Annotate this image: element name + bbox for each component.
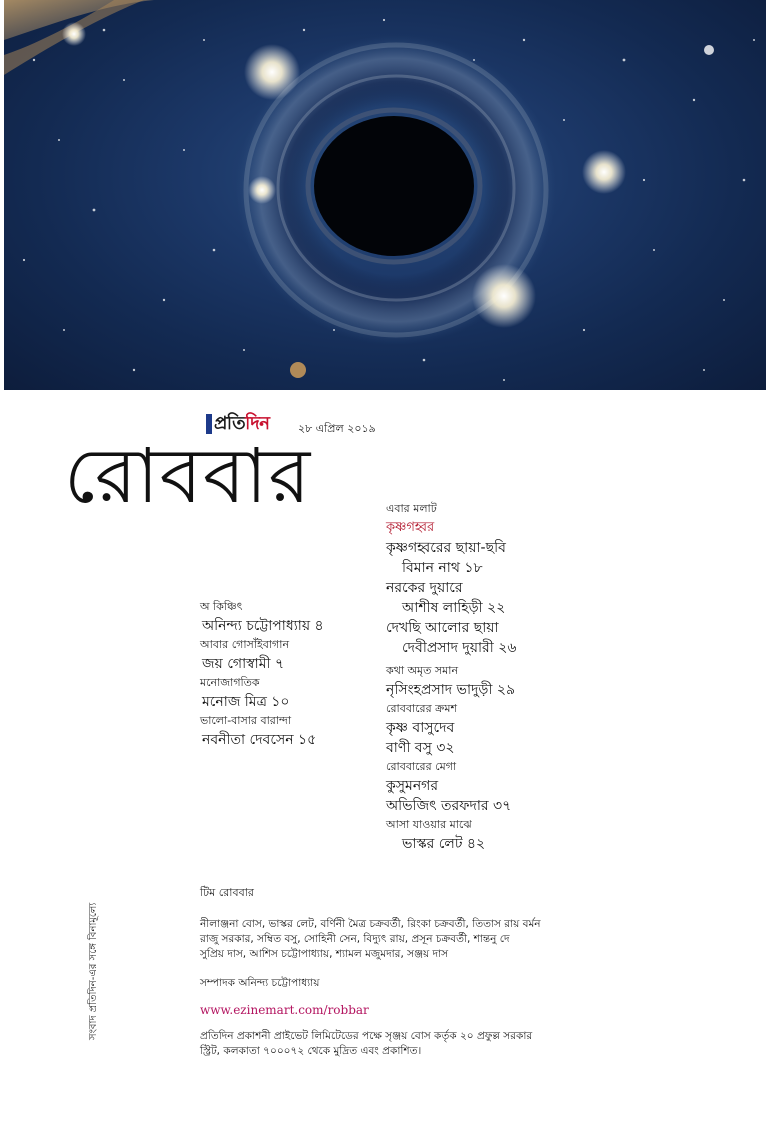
contents-author: নৃসিংহপ্রসাদ ভাদুড়ী ২৯ bbox=[386, 682, 516, 698]
side-note-text: সংবাদ প্রতিদিন-এর সঙ্গে বিনামূল্যে bbox=[88, 902, 99, 1040]
left-contents bbox=[200, 598, 324, 750]
contents-item: নরকের দুয়ারে bbox=[386, 580, 463, 596]
section-label: মনোজাগতিক bbox=[200, 676, 260, 689]
contents-author: অনিন্দ্য চট্টোপাধ্যায় ৪ bbox=[202, 618, 324, 634]
section-label: রোববারের ক্রমশ bbox=[386, 702, 457, 715]
contents-item: কুসুমনগর bbox=[386, 778, 439, 794]
publisher-line: স্ট্রিট, কলকাতা ৭০০০৭২ থেকে মুদ্রিত এবং প্রকাশিত। bbox=[200, 1045, 422, 1057]
cover-image bbox=[4, 0, 766, 390]
section-label: আবার গোসাঁইবাগান bbox=[200, 638, 290, 651]
contents-author: ভাস্কর লেট ৪২ bbox=[402, 836, 486, 852]
logo-part1: প্রতি bbox=[214, 412, 246, 434]
team-members-line: রাজু সরকার, সম্বিত বসু, সোহিনী সেন, বিদ্যুৎ রায়, প্রসূন চক্রবর্তী, শান্তনু দে bbox=[200, 933, 510, 945]
issue-date: ২৮ এপ্রিল ২০১৯ bbox=[298, 422, 376, 435]
contents-item: দেখছি আলোর ছায়া bbox=[386, 620, 499, 636]
team-heading: টিম রোববার bbox=[200, 886, 254, 899]
contents-author: নবনীতা দেবসেন ১৫ bbox=[202, 732, 317, 748]
contents-author: বাণী বসু ৩২ bbox=[386, 740, 455, 756]
masthead-title: রোববার bbox=[64, 431, 312, 520]
section-label: এবার মলাট bbox=[386, 502, 437, 515]
contents-item: কৃষ্ণগহ্বরের ছায়া-ছবি bbox=[386, 540, 506, 556]
contents-author: অভিজিৎ তরফদার ৩৭ bbox=[386, 798, 512, 814]
publisher-line: প্রতিদিন প্রকাশনী প্রাইভেট লিমিটেডের পক্ষে সৃঞ্জয় বোস কর্তৃক ২০ প্রফুল্ল সরকার bbox=[200, 1030, 533, 1042]
contents-item: কৃষ্ণ বাসুদেব bbox=[386, 720, 455, 736]
contents-author: আশীষ লাহিড়ী ২২ bbox=[402, 600, 506, 616]
contents-author: জয় গোস্বামী ৭ bbox=[202, 656, 285, 672]
section-label: ভালো-বাসার বারান্দা bbox=[200, 714, 292, 727]
section-label: অ কিঞ্চিৎ bbox=[200, 600, 243, 613]
contents-author: বিমান নাথ ১৮ bbox=[402, 560, 483, 576]
editor-credit: সম্পাদক অনিন্দ্য চট্টোপাধ্যায় bbox=[200, 977, 320, 989]
website-link[interactable]: www.ezinemart.com/robbar bbox=[200, 1003, 369, 1017]
black-hole-illustration bbox=[4, 0, 766, 390]
contents-author: মনোজ মিত্র ১০ bbox=[202, 694, 290, 710]
section-label: আসা যাওয়ার মাঝে bbox=[386, 818, 472, 831]
side-note bbox=[86, 885, 100, 1040]
cover-story-label: কৃষ্ণগহ্বর bbox=[386, 520, 435, 535]
team-members-line: নীলাঞ্জনা বোস, ভাস্কর লেট, বর্ণিনী মৈত্র চক্রবর্তী, রিংকা চক্রবর্তী, তিতাস রায় বর্মন bbox=[200, 918, 541, 930]
logo-part2: দিন bbox=[245, 412, 270, 434]
team-members-line: সুপ্রিয় দাস, আশিস চট্টোপাধ্যায়, শ্যামল মজুমদার, সঞ্জয় দাস bbox=[200, 948, 449, 960]
section-label: রোববারের মেগা bbox=[386, 760, 457, 773]
right-contents bbox=[386, 500, 516, 854]
section-label: কথা অমৃত সমান bbox=[386, 664, 459, 677]
contents-author: দেবীপ্রসাদ দুয়ারী ২৬ bbox=[402, 640, 517, 656]
team-block bbox=[200, 884, 560, 1059]
